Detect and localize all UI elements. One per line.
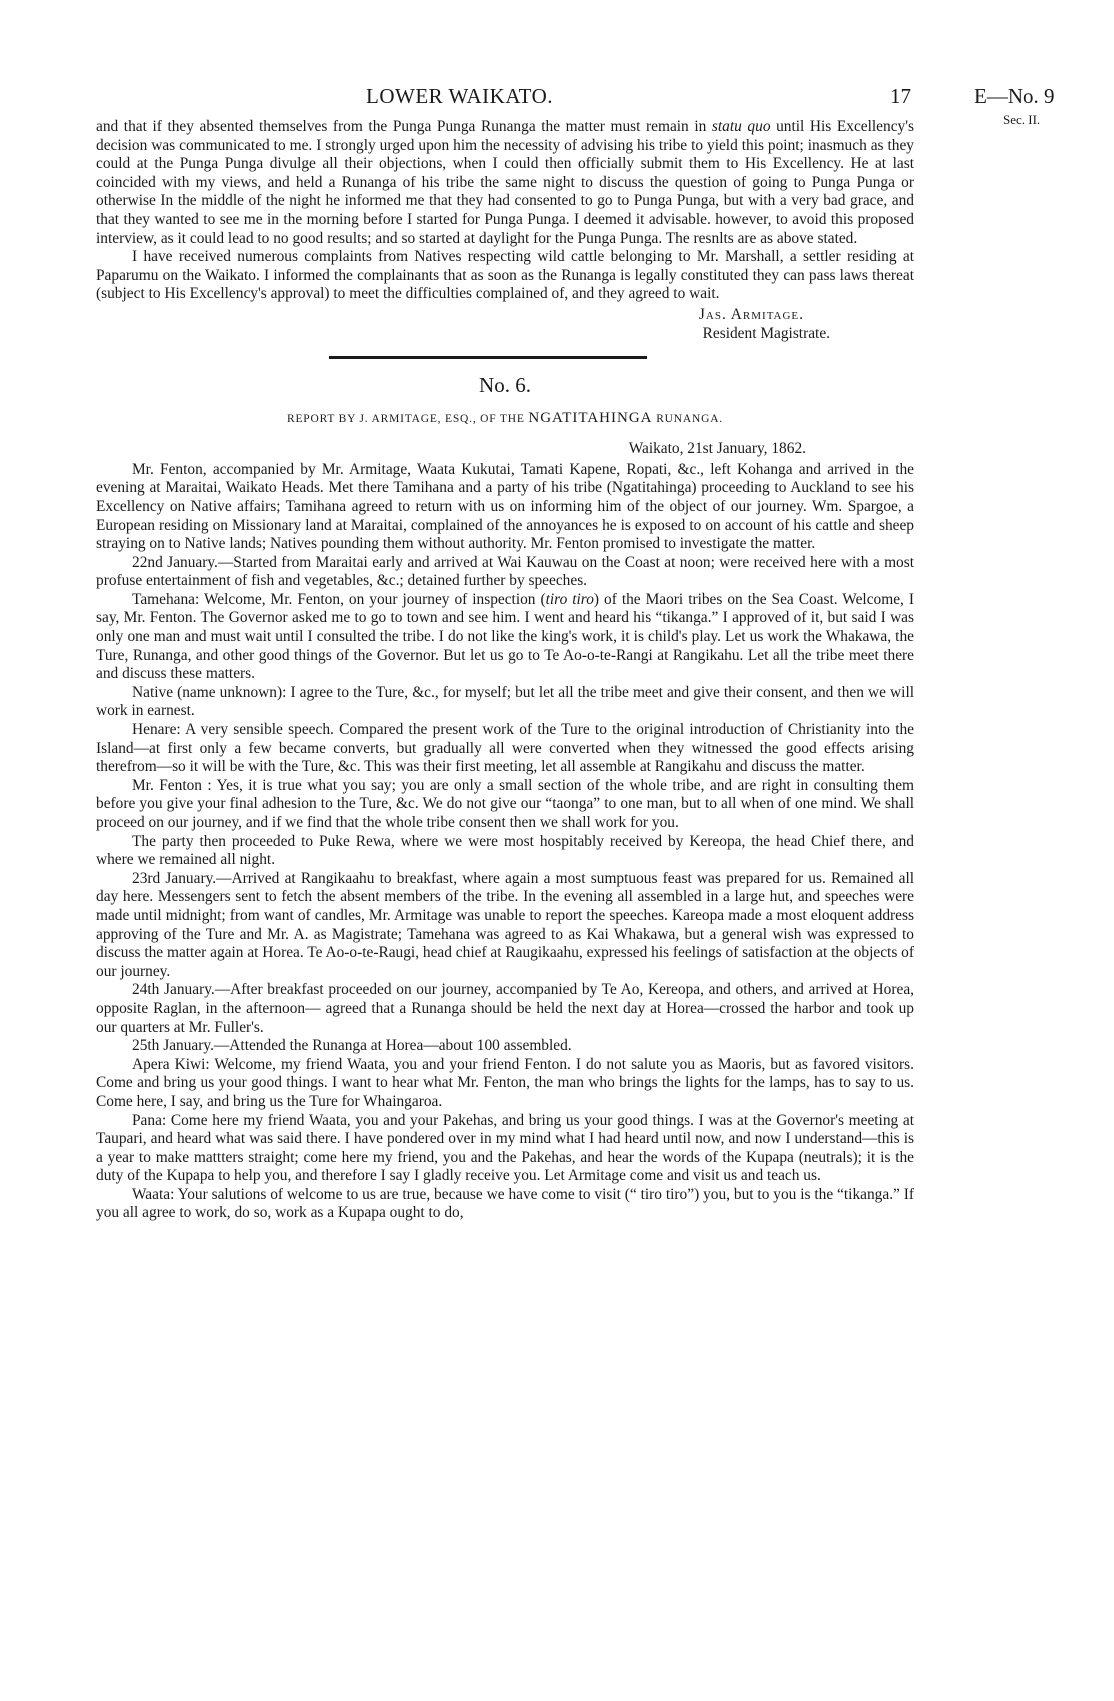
paragraph: and that if they absented themselves from the Punga Punga Runanga the matter must remain in statu quo until His Excellency's decision was communicated to me. I strongly urged upon him the necessity of advising his tribe to yield this point; inasmuch as they could at the Punga Punga divulge all their objections, when I could then officially submit them to His Excellency. He at last coincided with my views, and held a Runanga of his tribe the same night to discuss the question of going to Punga Punga or otherwise In the middle of the night he informed me that they had consented to go to Punga Punga, but with a very bad grace, and that they wanted to see me in the morning before I started for Punga Punga. I deemed it advisable. however, to avoid this proposed interview, as it could lead to no good results; and so started at daylight for the Punga Punga. The resnlts are as above stated. (96, 118, 914, 247)
section-number: No. 6. (479, 372, 531, 397)
report-heading: REPORT BY J. ARMITAGE, ESQ., OF THE NGATITAHINGA RUNANGA. (287, 409, 723, 426)
signature-name: Jas. Armitage. (698, 305, 804, 323)
paragraph: Mr. Fenton, accompanied by Mr. Armitage, Waata Kukutai, Tamati Kapene, Ropati, &c., left Kohanga and arrived in the evening at Maraitai, Waikato Heads. Met there Tamihana and a party of his tribe (Ngatitahinga) proceeding to Auckland to see his Excellency on Native affairs; Tamihana agreed to return with us on informing him of the object of our journey. Wm. Spargoe, a European residing on Missionary land at Maraitai, complained of the annoyances he is exposed to on account of his cattle and sheep straying on to Native lands; Natives pounding them without authority. Mr. Fenton promised to investigate the matter. (96, 460, 914, 553)
paragraph: 24th January.—After breakfast proceeded on our journey, accompanied by Te Ao, Kereopa, and others, and arrived at Horea, opposite Raglan, in the afternoon— agreed that a Runanga should be held the next day at Horea—crossed the harbor and took up our quarters at Mr. Fuller's. (96, 981, 914, 1036)
paragraph: Pana: Come here my friend Waata, you and your Pakehas, and bring us your good things. I was at the Governor's meeting at Taupari, and heard what was said there. I have pondered over in my mind what I had heard until now, and now I understand—this is a year to make mattters straight; come here my friend, you and the Pakehas, and hear the words of the Kupapa (neutrals); it is the duty of the Kupapa to help you, and therefore I say I gladly receive you. Let Armitage come and visit us and teach us. (96, 1111, 914, 1185)
paragraph: Apera Kiwi: Welcome, my friend Waata, you and your friend Fenton. I do not salute you as Maoris, but as favored visitors. Come and bring us your good things. I want to hear what Mr. Fenton, the man who brings the lights for the lamps, has to say to us. Come here, I say, and bring us the Ture for Whaingaroa. (96, 1055, 914, 1110)
paragraph: The party then proceeded to Puke Rewa, where we were most hospitably received by Kereopa, the head Chief there, and where we remained all night. (96, 832, 914, 869)
paragraph: Native (name unknown): I agree to the Ture, &c., for myself; but let all the tribe meet and give their consent, and then we will work in earnest. (96, 683, 914, 720)
signature-title: Resident Magistrate. (702, 324, 830, 342)
section-divider (96, 346, 914, 368)
paragraph: Waata: Your salutions of welcome to us are true, because we have come to visit (“ tiro tiro”) you, but to you is the “tikanga.” If you all agree to work, do so, work as a Kupapa ought to do, (96, 1185, 914, 1222)
dateline: Waikato, 21st January, 1862. (628, 440, 806, 458)
section-label: Sec. II. (1003, 112, 1041, 127)
divider-rule (329, 356, 647, 359)
paragraph: 22nd January.—Started from Maraitai early and arrived at Wai Kauwau on the Coast at noon; were received here with a most profuse entertainment of fish and vegetables, &c.; detained further by speeches. (96, 553, 914, 590)
document-code: E—No. 9 (974, 84, 1055, 108)
paragraph: 25th January.—Attended the Runanga at Horea—about 100 assembled. (132, 1037, 572, 1055)
paragraph: Mr. Fenton : Yes, it is true what you say; you are only a small section of the whole tribe, and are right in consulting them before you give your final adhesion to the Ture, &c. We do not give our “taonga” to one man, but to all when of one mind. We shall proceed on our journey, and if we find that the whole tribe consent then we shall work for you. (96, 776, 914, 831)
paragraph: Henare: A very sensible speech. Compared the present work of the Ture to the original introduction of Christianity into the Island—at first only a few became converts, but gradually all were converted when they witnessed the good effects arising therefrom—so it will be with the Ture, &c. This was their first meeting, let all assemble at Rangikahu and discuss the matter. (96, 721, 914, 776)
running-title: LOWER WAIKATO. (366, 84, 554, 108)
body-text (96, 118, 914, 1223)
paragraph: I have received numerous complaints from Natives respecting wild cattle belonging to Mr. Marshall, a settler residing at Paparumu on the Waikato. I informed the complainants that as soon as the Runanga is legally constituted they can pass laws thereat (subject to His Excellency's approval) to meet the difficulties complained of, and they agreed to wait. (96, 248, 914, 303)
paragraph: 23rd January.—Arrived at Rangikaahu to breakfast, where again a most sumptuous feast was prepared for us. Remained all day here. Messengers sent to fetch the absent members of the tribe. In the evening all assembled in a large hut, and speeches were made until midnight; from want of candles, Mr. Armitage was unable to report the speeches. Kareopa made a most eloquent address approving of the Ture and Mr. A. as Magistrate; Tamehana was agreed to as Kai Whakawa, but a general wish was expressed to discuss the matter again at Horea. Te Ao-o-te-Raugi, head chief at Raugikaahu, expressed his feelings of satisfaction at the objects of our journey. (96, 869, 914, 980)
paragraph: Tamehana: Welcome, Mr. Fenton, on your journey of inspection (tiro tiro) of the Maori tribes on the Sea Coast. Welcome, I say, Mr. Fenton. The Governor asked me to go to town and see him. I went and heard his “tikanga.” I approved of it, but said I was only one man and must wait until I consulted the tribe. I do not like the king's work, it is child's play. Let us work the Whakawa, the Ture, Runanga, and other good things of the Governor. But let us go to Te Ao-o-te-Rangi at Rangikahu. Let all the tribe meet there and discuss these matters. (96, 590, 914, 683)
page-number: 17 (890, 84, 911, 108)
signature-block (96, 306, 914, 346)
running-header (96, 84, 1055, 127)
